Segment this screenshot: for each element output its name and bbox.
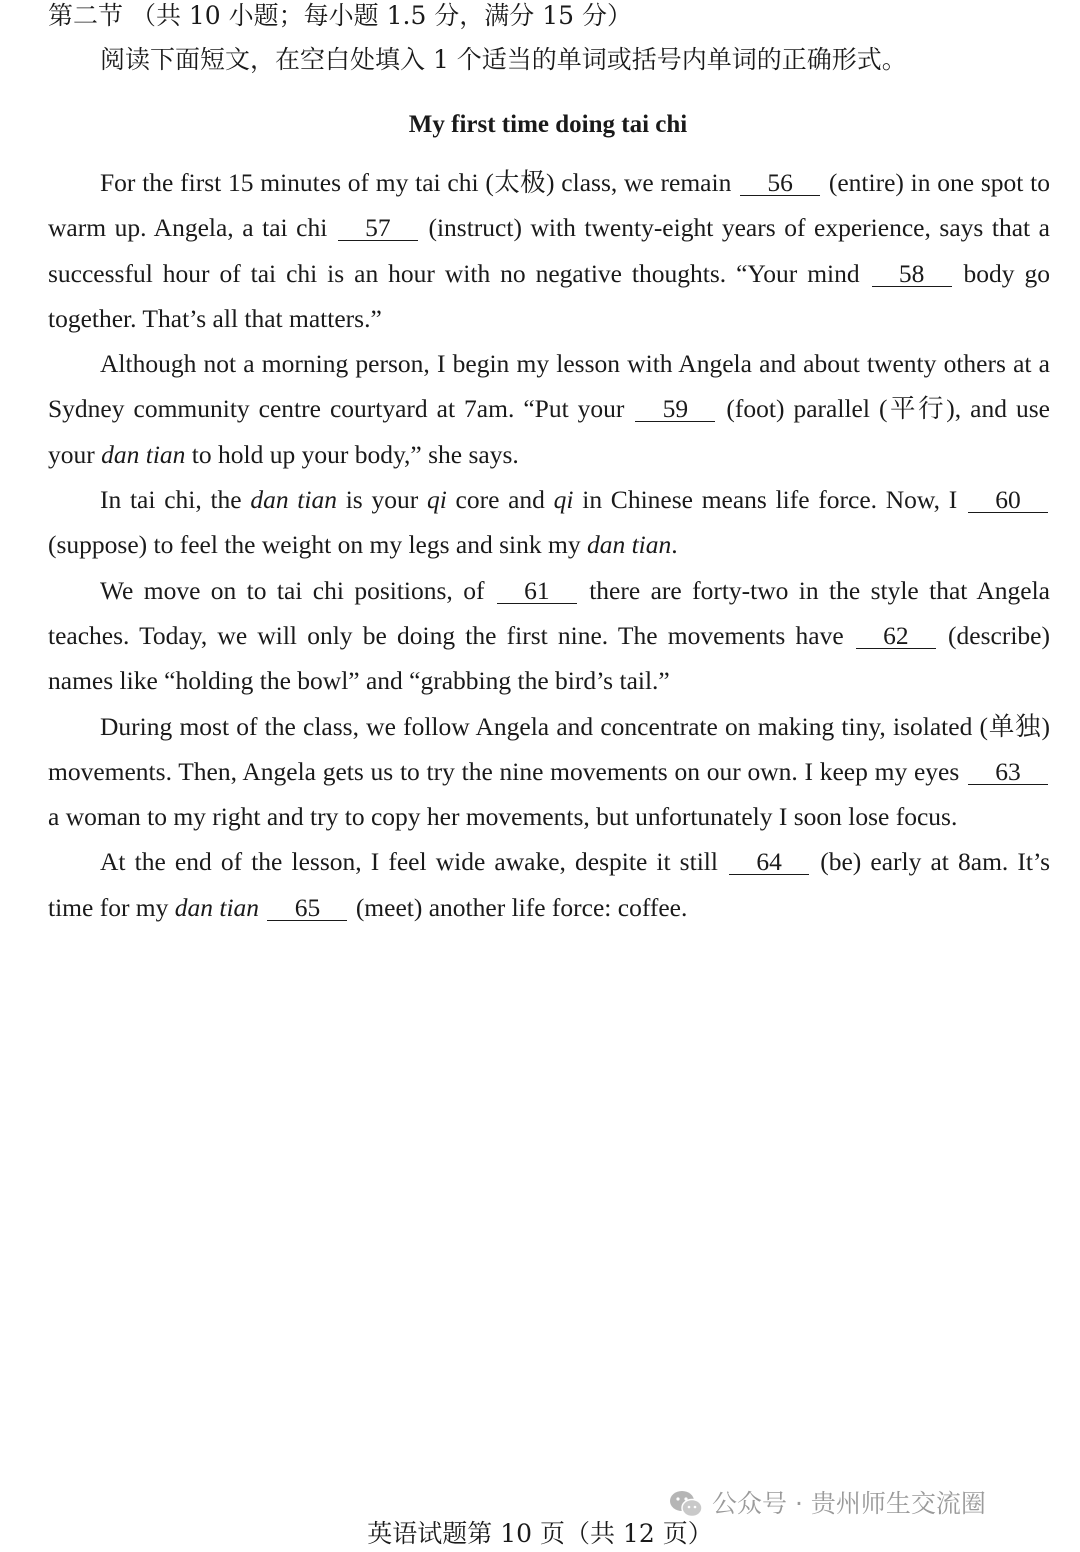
text-run: a woman to my right and try to copy her movements, but unfortunately I soon lose focus. — [48, 802, 958, 832]
paragraph-6 — [48, 839, 1050, 930]
page-footer: 英语试题第 10 页（共 12 页） — [367, 1519, 713, 1548]
blank-60: 60 — [968, 488, 1048, 513]
blank-61: 61 — [497, 579, 577, 604]
text-run: (meet) another life force: coffee. — [349, 892, 688, 922]
text-run: (foot) parallel (平行), and use your — [48, 394, 1050, 469]
passage-title: My first time doing tai chi — [408, 111, 688, 138]
blank-58: 58 — [872, 262, 952, 287]
italic-term: dan tian — [586, 530, 672, 560]
text-run — [259, 893, 265, 922]
paragraph-5 — [48, 704, 1050, 840]
text-run: (describe) names like “holding the bowl” and “grabbing the bird’s tail.” — [48, 620, 1050, 696]
text-run: is your — [336, 485, 427, 515]
paragraph-3 — [48, 477, 1050, 568]
paragraph-2 — [48, 341, 1050, 477]
text-run: (entire) in one spot to warm up. Angela, a tai chi — [48, 168, 1050, 243]
section-header: 第二节 （共 10 小题；每小题 1.5 分，满分 15 分） — [48, 1, 633, 30]
watermark — [668, 1488, 986, 1520]
watermark-text: 公众号 · 贵州师生交流圈 — [712, 1489, 986, 1518]
text-run: (be) early at 8am. It’s time for my — [48, 847, 1050, 922]
text-run: In tai chi, the — [100, 485, 251, 515]
text-run: there are forty-two in the style that Angela teaches. Today, we will only be doing the first nine. The movements have — [48, 575, 1050, 650]
text-run: . — [671, 530, 678, 560]
text-run: (suppose) to feel the weight on my legs and sink my — [48, 530, 587, 560]
paragraph-4 — [48, 568, 1050, 704]
paragraph-1 — [48, 160, 1050, 341]
instruction-text: 阅读下面短文，在空白处填入 1 个适当的单词或括号内单词的正确形式。 — [100, 45, 907, 74]
blank-65: 65 — [267, 896, 347, 921]
text-run: Although not a morning person, I begin my lesson with Angela and about twenty others at a Sydney community centre courtyard at 7am. “Put your — [48, 349, 1050, 424]
text-run: body go together. That’s all that matters.” — [48, 258, 1050, 333]
blank-59: 59 — [635, 397, 715, 422]
italic-term: qi — [553, 485, 574, 515]
text-run: For the first 15 minutes of my tai chi (太极) class, we remain — [100, 168, 739, 197]
wechat-icon — [668, 1489, 704, 1519]
blank-56: 56 — [740, 171, 820, 196]
passage-body — [48, 160, 1050, 930]
blank-62: 62 — [856, 624, 936, 649]
italic-term: dan tian — [174, 892, 260, 922]
text-run: to hold up your body,” she says. — [185, 439, 519, 469]
blank-57: 57 — [338, 216, 418, 241]
blank-63: 63 — [968, 760, 1048, 785]
text-run: (instruct) with twenty-eight years of experience, says that a successful hour of tai chi is an hour with no negative thoughts. “Your mind — [48, 213, 1051, 288]
italic-term: dan tian — [250, 485, 337, 515]
text-run: We move on to tai chi positions, of — [100, 575, 495, 605]
italic-term: dan tian — [101, 439, 186, 469]
italic-term: qi — [426, 485, 447, 515]
text-run: in Chinese means life force. Now, I — [573, 485, 966, 515]
text-run: During most of the class, we follow Angela and concentrate on making tiny, isolated (单独) movements. Then, Angela gets us to try the nine movements on our own. I keep my eyes — [48, 711, 1050, 786]
text-run: core and — [446, 485, 554, 515]
text-run: At the end of the lesson, I feel wide awake, despite it still — [100, 847, 728, 877]
blank-64: 64 — [729, 850, 809, 875]
